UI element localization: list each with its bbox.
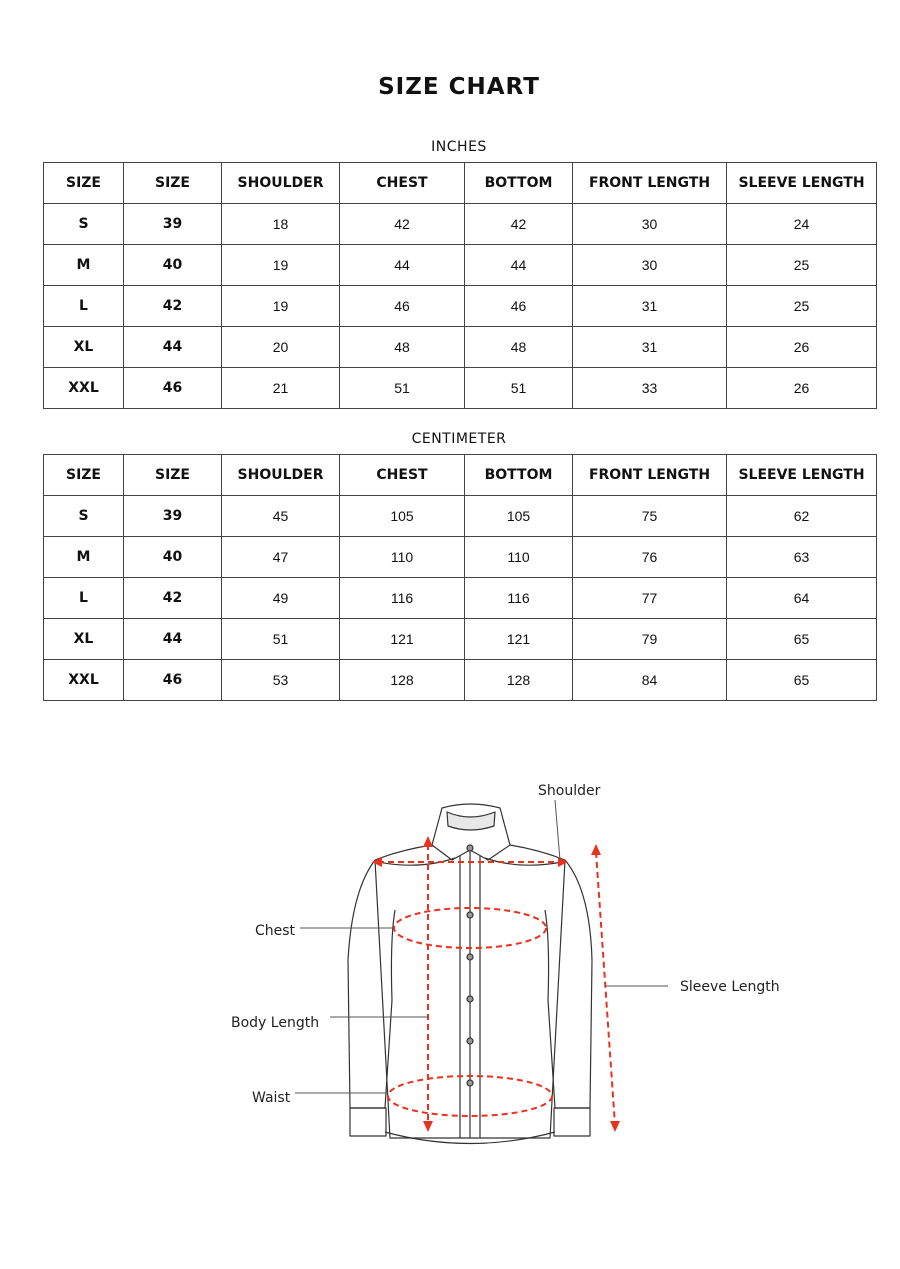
table-cell: 128 [340, 660, 465, 701]
table-cell: L [44, 578, 124, 619]
sleeve-length-measure-line [596, 852, 615, 1125]
table-cell: 20 [222, 327, 340, 368]
column-header: SIZE [44, 455, 124, 496]
table-cell: 39 [124, 204, 222, 245]
body-length-label: Body Length [231, 1015, 320, 1031]
table-cell: XXL [44, 368, 124, 409]
table-cell: XL [44, 619, 124, 660]
inches-caption: INCHES [431, 139, 487, 155]
table-cell: 31 [573, 286, 727, 327]
table-cell: 45 [222, 496, 340, 537]
shirt-measurement-diagram [0, 760, 900, 1180]
column-header: FRONT LENGTH [573, 163, 727, 204]
table-cell: 39 [124, 496, 222, 537]
sleeve-length-label: Sleeve Length [680, 979, 780, 995]
table-cell: S [44, 496, 124, 537]
table-cell: 110 [465, 537, 573, 578]
inches-table [43, 162, 877, 409]
table-cell: XL [44, 327, 124, 368]
table-row [44, 286, 877, 327]
table-cell: 46 [124, 660, 222, 701]
table-cell: 25 [727, 245, 877, 286]
table-cell: 21 [222, 368, 340, 409]
table-cell: 51 [340, 368, 465, 409]
table-cell: 48 [340, 327, 465, 368]
centimeter-caption: CENTIMETER [411, 431, 507, 447]
column-header: FRONT LENGTH [573, 455, 727, 496]
button-icon [467, 996, 473, 1002]
table-cell: 51 [222, 619, 340, 660]
table-cell: 40 [124, 245, 222, 286]
column-header: SIZE [44, 163, 124, 204]
table-cell: 116 [340, 578, 465, 619]
table-cell: 77 [573, 578, 727, 619]
table-cell: 105 [465, 496, 573, 537]
table-cell: 65 [727, 619, 877, 660]
table-header-row [44, 455, 877, 496]
button-icon [467, 954, 473, 960]
table-cell: 51 [465, 368, 573, 409]
table-cell: 46 [340, 286, 465, 327]
table-cell: 44 [124, 327, 222, 368]
table-cell: 24 [727, 204, 877, 245]
measurement-arrowheads [372, 836, 620, 1132]
table-cell: 64 [727, 578, 877, 619]
table-cell: 105 [340, 496, 465, 537]
table-cell: 46 [124, 368, 222, 409]
table-cell: 44 [340, 245, 465, 286]
table-cell: 62 [727, 496, 877, 537]
table-cell: 65 [727, 660, 877, 701]
table-cell: 121 [465, 619, 573, 660]
table-cell: 121 [340, 619, 465, 660]
table-cell: 19 [222, 286, 340, 327]
table-cell: 128 [465, 660, 573, 701]
button-icon [467, 845, 473, 851]
button-icon [467, 1038, 473, 1044]
table-row [44, 327, 877, 368]
table-row [44, 578, 877, 619]
table-cell: S [44, 204, 124, 245]
table-cell: 48 [465, 327, 573, 368]
button-icon [467, 912, 473, 918]
table-cell: 30 [573, 204, 727, 245]
table-row [44, 660, 877, 701]
table-cell: 40 [124, 537, 222, 578]
table-cell: 42 [340, 204, 465, 245]
table-cell: 42 [124, 578, 222, 619]
shoulder-label: Shoulder [538, 783, 601, 799]
table-cell: 30 [573, 245, 727, 286]
column-header: SLEEVE LENGTH [727, 455, 877, 496]
table-cell: L [44, 286, 124, 327]
column-header: SHOULDER [222, 163, 340, 204]
table-cell: 47 [222, 537, 340, 578]
table-cell: 26 [727, 327, 877, 368]
table-cell: 49 [222, 578, 340, 619]
page-title: SIZE CHART [378, 74, 540, 100]
table-cell: 19 [222, 245, 340, 286]
centimeter-table [43, 454, 877, 701]
table-cell: 116 [465, 578, 573, 619]
table-cell: 53 [222, 660, 340, 701]
table-row [44, 537, 877, 578]
table-header-row [44, 163, 877, 204]
table-cell: XXL [44, 660, 124, 701]
column-header: SLEEVE LENGTH [727, 163, 877, 204]
table-cell: 26 [727, 368, 877, 409]
column-header: SIZE [124, 455, 222, 496]
column-header: SHOULDER [222, 455, 340, 496]
table-cell: 18 [222, 204, 340, 245]
column-header: CHEST [340, 455, 465, 496]
table-cell: 33 [573, 368, 727, 409]
table-cell: 84 [573, 660, 727, 701]
table-cell: 76 [573, 537, 727, 578]
table-row [44, 204, 877, 245]
column-header: CHEST [340, 163, 465, 204]
table-cell: 42 [465, 204, 573, 245]
column-header: SIZE [124, 163, 222, 204]
table-cell: 31 [573, 327, 727, 368]
table-cell: 46 [465, 286, 573, 327]
table-row [44, 368, 877, 409]
button-icon [467, 1080, 473, 1086]
table-cell: 44 [124, 619, 222, 660]
table-cell: M [44, 537, 124, 578]
table-cell: 25 [727, 286, 877, 327]
table-row [44, 496, 877, 537]
table-cell: 110 [340, 537, 465, 578]
table-cell: 42 [124, 286, 222, 327]
table-cell: 79 [573, 619, 727, 660]
table-cell: 75 [573, 496, 727, 537]
column-header: BOTTOM [465, 455, 573, 496]
table-cell: 44 [465, 245, 573, 286]
table-row [44, 245, 877, 286]
table-cell: M [44, 245, 124, 286]
waist-label: Waist [252, 1090, 291, 1106]
table-row [44, 619, 877, 660]
table-cell: 63 [727, 537, 877, 578]
column-header: BOTTOM [465, 163, 573, 204]
chest-label: Chest [255, 923, 296, 939]
